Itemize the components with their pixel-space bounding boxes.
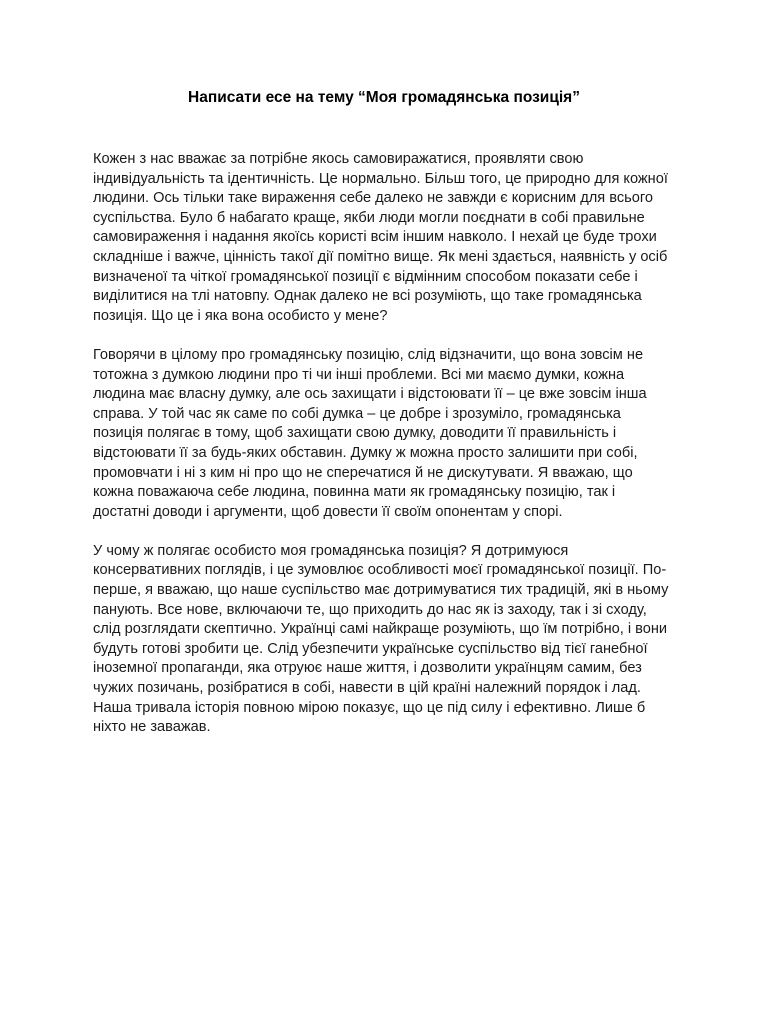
document-title: Написати есе на тему “Моя громадянська позиція” [188,89,580,106]
paragraph-2: Говорячи в цілому про громадянську позицію, слід відзначити, що вона зовсім не тотожна з думкою людини про ті чи інші проблеми. Всі ми маємо думки, кожна людина має власну думку, але ось захищати і відстоювати її – це вже зовсім інша справа. У той час як саме по собі думка – це добре і зрозуміло, громадянська позиція полягає в тому, щоб захищати свою думку, доводити її правильність і відстоювати її за будь-яких обставин. Думку ж можна просто залишити при собі, промовчати і ні з ким ні про що не сперечатися й не дискутувати. Я вважаю, що кожна поважаюча себе людина, повинна мати як громадянську позицію, так і достатні доводи і аргументи, щоб довести її своїм опонентам у спорі. [93,346,647,520]
document-body [93,150,673,757]
paragraph-3: У чому ж полягає особисто моя громадянська позиція? Я дотримуюся консервативних поглядів, і це зумовлює особливості моєї громадянської позиції. По-перше, я вважаю, що наше суспільство має дотримуватися тих традицій, які в ньому панують. Все нове, включаючи те, що приходить до нас як із заходу, так і зі сходу, слід розглядати скептично. Українці самі найкраще розуміють, що їм потрібно, і вони будуть готові зробити це. Слід убезпечити українське суспільство від тієї ганебної іноземної пропаганди, яка отруює наше життя, і дозволити українцям самим, без чужих позичань, розібратися в собі, навести в цій країні належний порядок і лад. Наша тривала історія повною мірою показує, що це під силу і ефективно. Лише б ніхто не заважав. [93,542,669,736]
paragraph-1: Кожен з нас вважає за потрібне якось самовиражатися, проявляти свою індивідуальність та ідентичність. Це нормально. Більш того, це природно для кожної людини. Ось тільки таке вираження себе далеко не завжди є корисним для всього суспільства. Було б набагато краще, якби люди могли поєднати в собі правильне самовираження і надання якоїсь користі всім іншим навколо. І нехай це буде трохи складніше і важче, цінність такої дії помітно вище. Як мені здається, наявність у осіб визначеної та чіткої громадянської позиції є відмінним способом показати себе і виділитися на тлі натовпу. Однак далеко не всі розуміють, що таке громадянська позиція. Що це і яка вона особисто у мене? [93,151,668,324]
